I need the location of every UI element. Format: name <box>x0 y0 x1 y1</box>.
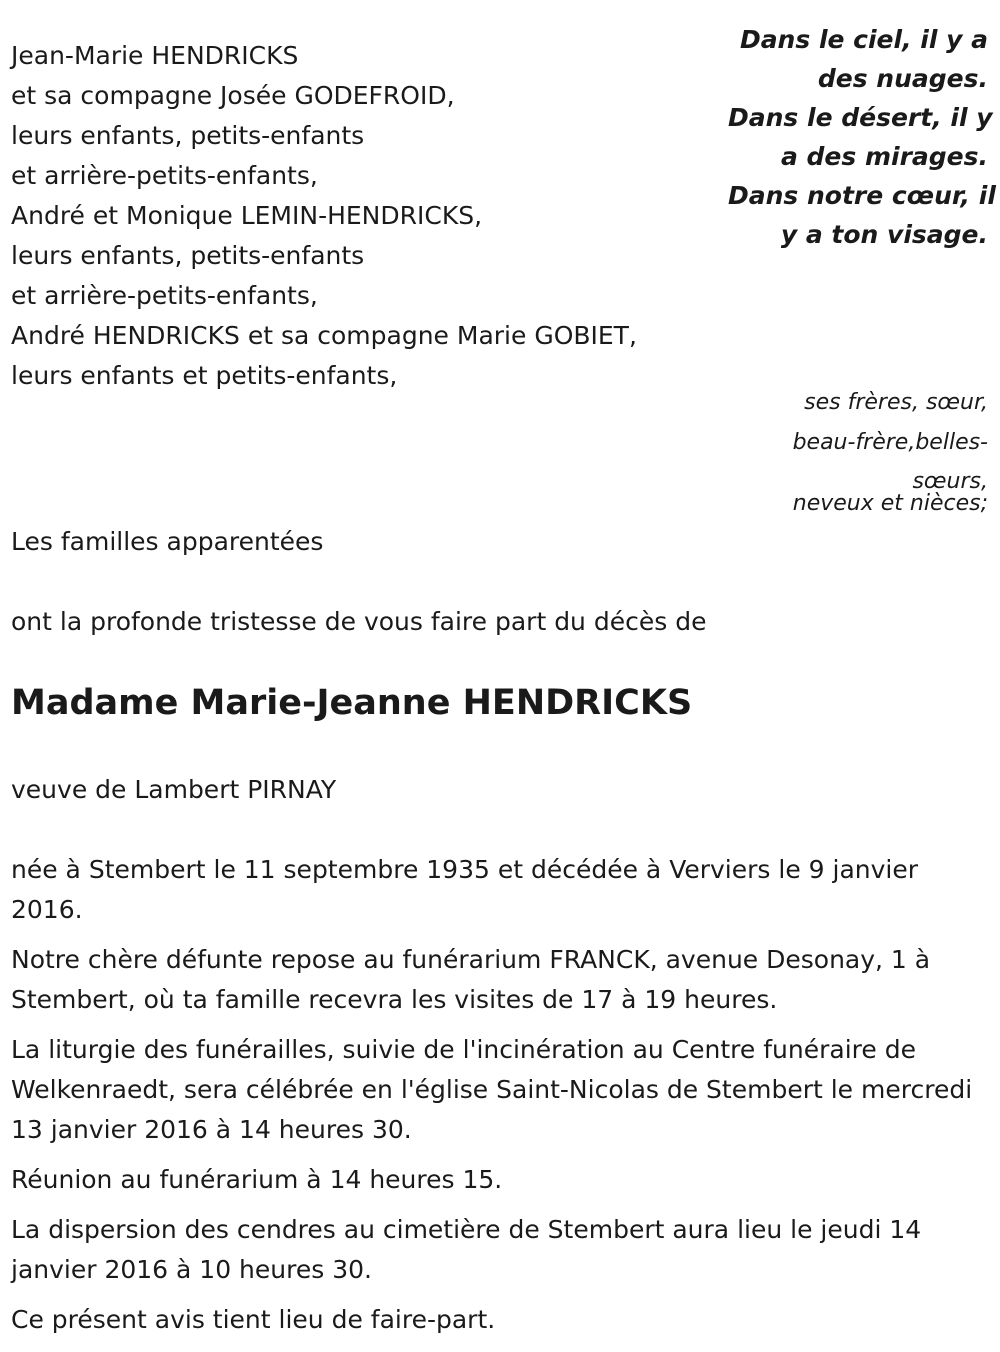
poem-line: Dans le ciel, il y a <box>739 25 988 54</box>
poem-line: Dans notre cœur, il <box>728 181 996 210</box>
poem-line: des nuages. <box>817 64 988 93</box>
poem-line: y a ton visage. <box>780 220 988 249</box>
announcement-text: ont la profonde tristesse de vous faire part du décès de <box>11 607 707 636</box>
family-line: André et Monique LEMIN-HENDRICKS, <box>11 201 483 230</box>
widow-of: veuve de Lambert PIRNAY <box>11 775 337 804</box>
liturgy-paragraph: La liturgie des funérailles, suivie de l'incinération au Centre funéraire de Welkenraedt, sera célébrée en l'église Saint-Nicolas de Stembert le mercredi 13 janvier 2016 à 14 heures 30. <box>11 1035 973 1144</box>
siblings-line: neveux et nièces; <box>792 491 988 516</box>
details-section <box>11 850 986 1350</box>
notice-paragraph: Ce présent avis tient lieu de faire-part. <box>11 1305 496 1334</box>
family-line: et arrière-petits-enfants, <box>11 281 318 310</box>
family-line: leurs enfants et petits-enfants, <box>11 361 398 390</box>
birth-death-paragraph: née à Stembert le 11 septembre 1935 et décédée à Verviers le 9 janvier 2016. <box>11 855 919 924</box>
siblings-line: sœurs, <box>912 469 988 494</box>
family-line: André HENDRICKS et sa compagne Marie GOBIET, <box>11 321 637 350</box>
visitation-paragraph: Notre chère défunte repose au funérarium FRANCK, avenue Desonay, 1 à Stembert, où ta famille recevra les visites de 17 à 19 heures. <box>11 945 931 1014</box>
family-line: leurs enfants, petits-enfants <box>11 241 365 270</box>
family-list <box>11 36 711 396</box>
poem-quote <box>728 20 996 254</box>
siblings-line: ses frères, sœur, <box>804 390 988 415</box>
siblings-line: beau-frère,belles- <box>792 430 988 455</box>
related-families: Les familles apparentées <box>11 527 324 556</box>
family-line: leurs enfants, petits-enfants <box>11 121 365 150</box>
poem-line: Dans le désert, il y <box>728 103 993 132</box>
deceased-name: Madame Marie-Jeanne HENDRICKS <box>11 683 693 723</box>
family-line: Jean-Marie HENDRICKS <box>11 41 299 70</box>
family-line: et sa compagne Josée GODEFROID, <box>11 81 455 110</box>
poem-line: a des mirages. <box>780 142 988 171</box>
siblings-block <box>728 383 988 515</box>
ashes-paragraph: La dispersion des cendres au cimetière de Stembert aura lieu le jeudi 14 janvier 2016 à 10 heures 30. <box>11 1215 922 1284</box>
meeting-paragraph: Réunion au funérarium à 14 heures 15. <box>11 1165 503 1194</box>
family-line: et arrière-petits-enfants, <box>11 161 318 190</box>
